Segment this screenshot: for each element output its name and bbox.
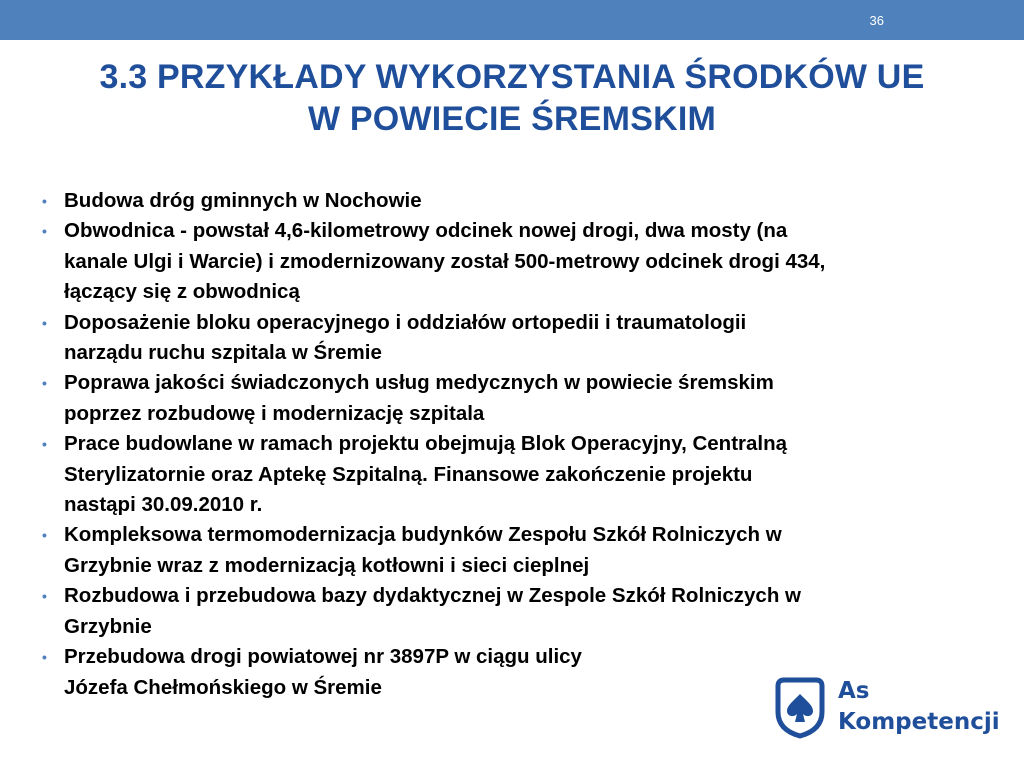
- bullet-dot-icon: •: [42, 375, 47, 392]
- logo-text-line-2: Kompetencji: [838, 709, 1000, 735]
- bullet-line: Przebudowa drogi powiatowej nr 3897P w ciągu ulicy: [64, 645, 582, 669]
- bullet-line: Grzybnie: [64, 614, 152, 638]
- bullet-line: kanale Ulgi i Warcie) i zmodernizowany został 500-metrowy odcinek drogi 434,: [64, 249, 826, 273]
- bullet-line: Prace budowlane w ramach projektu obejmują Blok Operacyjny, Centralną: [64, 432, 788, 456]
- logo-text-line-1: As: [838, 678, 870, 704]
- bullet-line: Doposażenie bloku operacyjnego i oddziałów ortopedii i traumatologii: [64, 310, 747, 334]
- bullet-dot-icon: •: [42, 527, 47, 544]
- bullet-line: łączący się z obwodnicą: [64, 280, 300, 304]
- bullet-dot-icon: •: [42, 223, 47, 240]
- bullet-dot-icon: •: [42, 314, 47, 331]
- as-kompetencji-logo: [772, 672, 1002, 742]
- bullet-list: [38, 186, 1018, 703]
- bullet-line: narządu ruchu szpitala w Śremie: [64, 341, 382, 365]
- bullet-dot-icon: •: [42, 193, 47, 209]
- slide-number: 36: [869, 13, 884, 28]
- bullet-dot-icon: •: [42, 436, 47, 453]
- bullet-item: [38, 520, 1018, 581]
- slide-title-line-2: W POWIECIE ŚREMSKIM: [307, 100, 717, 138]
- bullet-dot-icon: •: [42, 588, 47, 605]
- logo-text: [838, 676, 1000, 738]
- bullet-line: poprzez rozbudowę i modernizację szpitala: [64, 401, 485, 425]
- bullet-item: [38, 308, 1018, 369]
- slide-title-line-1: 3.3 PRZYKŁADY WYKORZYSTANIA ŚRODKÓW UE: [99, 58, 925, 96]
- bullet-line: nastąpi 30.09.2010 r.: [64, 493, 263, 517]
- bullet-item: [38, 429, 1018, 520]
- bullet-line: Poprawa jakości świadczonych usług medycznych w powiecie śremskim: [64, 371, 774, 395]
- bullet-line: Józefa Chełmońskiego w Śremie: [64, 675, 382, 699]
- bullet-line: Kompleksowa termomodernizacja budynków Zespołu Szkół Rolniczych w: [64, 523, 782, 547]
- bullet-item: [38, 216, 1018, 307]
- bullet-item: [38, 581, 1018, 642]
- slide-title: [0, 56, 1024, 140]
- bullet-item: [38, 368, 1018, 429]
- bullet-line: Rozbudowa i przebudowa bazy dydaktycznej w Zespole Szkół Rolniczych w: [64, 584, 801, 608]
- ace-of-spades-card-icon: [772, 672, 832, 742]
- bullet-dot-icon: •: [42, 649, 47, 666]
- bullet-line: Budowa dróg gminnych w Nochowie: [64, 189, 422, 212]
- bullet-line: Sterylizatornie oraz Aptekę Szpitalną. Finansowe zakończenie projektu: [64, 462, 753, 486]
- bullet-line: Grzybnie wraz z modernizacją kotłowni i sieci cieplnej: [64, 553, 590, 577]
- top-bar: [0, 0, 1024, 40]
- bullet-item: [38, 186, 1018, 216]
- bullet-line: Obwodnica - powstał 4,6-kilometrowy odcinek nowej drogi, dwa mosty (na: [64, 219, 788, 243]
